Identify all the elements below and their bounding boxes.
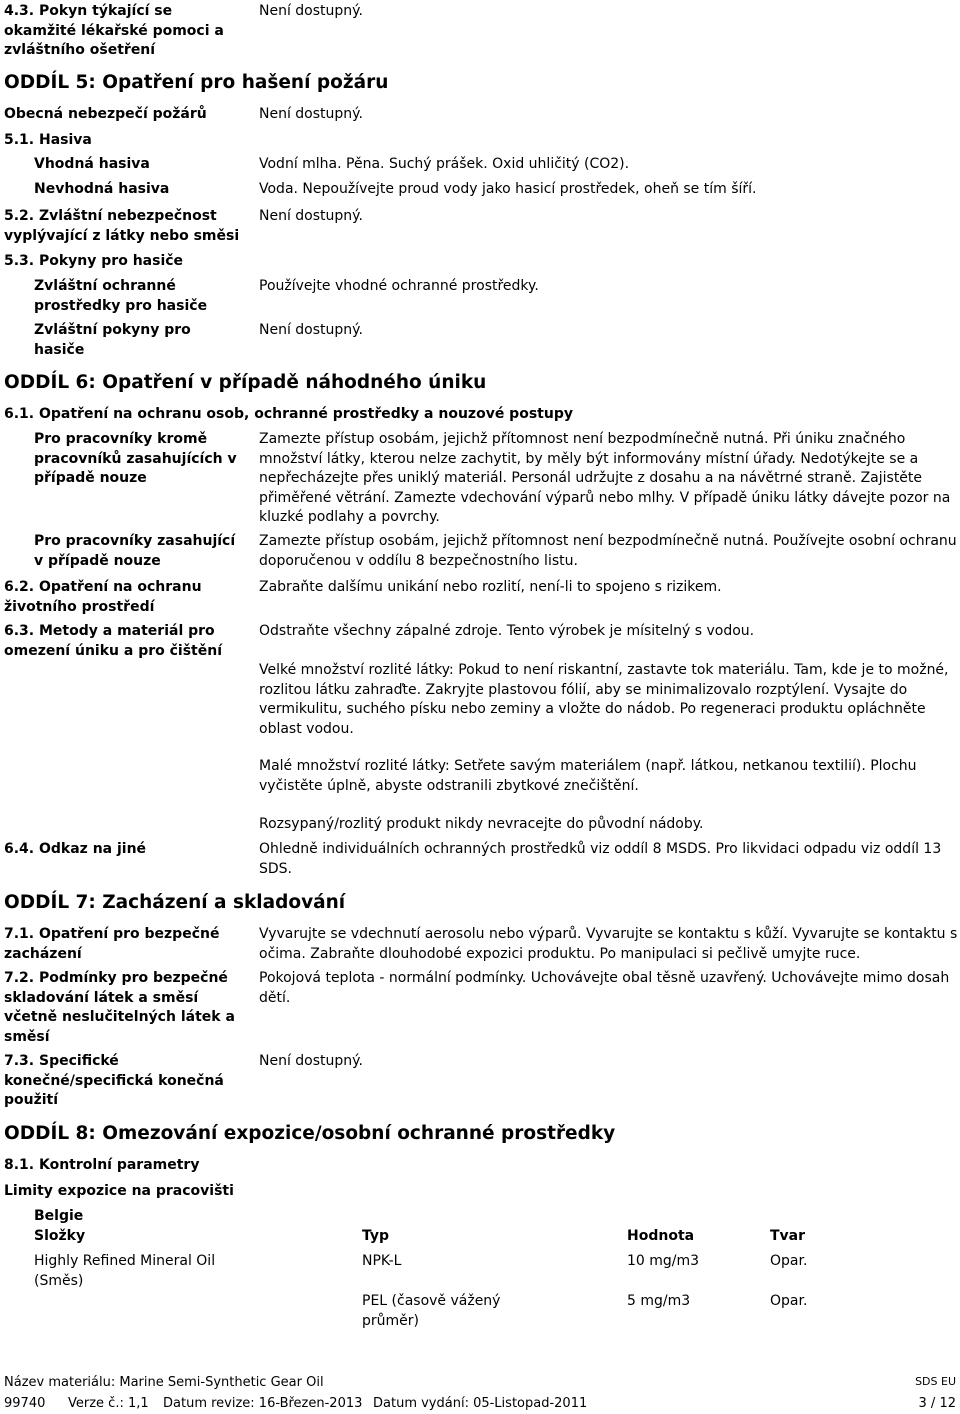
s43-value: Není dostupný. bbox=[259, 3, 363, 19]
general-hazards-value: Není dostupný. bbox=[259, 106, 363, 122]
instr-value: Není dostupný. bbox=[259, 322, 363, 338]
s63-value-2: Velké množství rozlité látky: Pokud to není riskantní, zastavte tok materiálu. Tam, kde je to možné, rozlitou látku zahraďte. Zakryjte plastovou fólií, aby se minimalizovalo rozptýlení. Vysajte do vermikulitu, suchého písku nebo zeminy a vložte do nádob. Po regeneraci produktu opláchněte oblast vodou. bbox=[259, 662, 949, 737]
s64-value: Ohledně individuálních ochranných prostředků viz oddíl 8 MSDS. Pro likvidaci odpadu viz oddíl 13 SDS. bbox=[259, 841, 942, 877]
footer-issue: Datum vydání: 05-Listopad-2011 bbox=[373, 1396, 588, 1411]
section-7-heading: ODDÍL 7: Zacházení a skladování bbox=[4, 892, 346, 913]
general-hazards-label: Obecná nebezpečí požárů bbox=[4, 106, 207, 122]
footer-code: 99740 bbox=[4, 1396, 46, 1411]
nonemerg-value: Zamezte přístup osobám, jejichž přítomnost není bezpodmínečně nutná. Při úniku značného množství látky, kterou nelze zachytit, by měly být informovány místní úřady. Nedotýkejte se a nepřecházejte přes uniklý materiál. Personál udržujte z dosahu a na návětrné straně. Zajistěte přiměřené větrání. Zamezte vdechování výparů nebo mlhy. V případě úniku látky dávejte pozor na kluzké podlahy a povrchy. bbox=[259, 431, 951, 525]
col-header-form: Tvar bbox=[770, 1228, 806, 1244]
unsuitable-media-label: Nevhodná hasiva bbox=[34, 181, 170, 197]
s52-label: 5.2. Zvláštní nebezpečnost vyplývající z látky nebo směsi bbox=[4, 208, 240, 244]
suitable-media-label: Vhodná hasiva bbox=[34, 156, 150, 172]
equip-label: Zvláštní ochranné prostředky pro hasiče bbox=[34, 278, 208, 314]
table-row-component: Highly Refined Mineral Oil (Směs) bbox=[34, 1253, 216, 1289]
suitable-media-value: Vodní mlha. Pěna. Suchý prášek. Oxid uhličitý (CO2). bbox=[259, 156, 630, 172]
limits-heading: Limity expozice na pracovišti bbox=[4, 1183, 234, 1199]
table-cell-value: 10 mg/m3 bbox=[627, 1253, 700, 1269]
s43-label: 4.3. Pokyn týkající se okamžité lékařské pomoci a zvláštního ošetření bbox=[4, 3, 224, 58]
emerg-value: Zamezte přístup osobám, jejichž přítomnost není bezpodmínečně nutná. Používejte osobní ochranu doporučenou v oddílu 8 bezpečnostního listu. bbox=[259, 533, 957, 569]
footer-version: Verze č.: 1,1 bbox=[68, 1396, 149, 1411]
unsuitable-media-value: Voda. Nepoužívejte proud vody jako hasicí prostředek, oheň se tím šíří. bbox=[259, 181, 757, 197]
col-header-type: Typ bbox=[362, 1228, 390, 1244]
footer-revision: Datum revize: 16-Březen-2013 bbox=[163, 1396, 363, 1411]
s81-heading: 8.1. Kontrolní parametry bbox=[4, 1157, 200, 1173]
s62-value: Zabraňte dalšímu unikání nebo rozlití, není-li to spojeno s rizikem. bbox=[259, 579, 722, 595]
instr-label: Zvláštní pokyny pro hasiče bbox=[34, 322, 191, 358]
s73-value: Není dostupný. bbox=[259, 1053, 363, 1069]
country-label: Belgie bbox=[34, 1208, 84, 1224]
s62-label: 6.2. Opatření na ochranu životního prostředí bbox=[4, 579, 202, 615]
s63-value-3: Malé množství rozlité látky: Setřete savým materiálem (např. látkou, netkanou textilií). Plochu vyčistěte úplně, abyste odstranili zbytkové znečištění. bbox=[259, 758, 917, 794]
s53-heading: 5.3. Pokyny pro hasiče bbox=[4, 253, 184, 269]
table-cell-value: 5 mg/m3 bbox=[627, 1293, 691, 1309]
s63-value-1: Odstraňte všechny zápalné zdroje. Tento výrobek je mísitelný s vodou. bbox=[259, 623, 755, 639]
section-5-heading: ODDÍL 5: Opatření pro hašení požáru bbox=[4, 72, 389, 93]
table-cell-form: Opar. bbox=[770, 1293, 808, 1309]
table-cell-type: PEL (časově vážený průměr) bbox=[362, 1293, 501, 1329]
footer-page-number: 3 / 12 bbox=[918, 1396, 956, 1411]
section-6-heading: ODDÍL 6: Opatření v případě náhodného úniku bbox=[4, 372, 487, 393]
s63-value-4: Rozsypaný/rozlitý produkt nikdy nevracejte do původní nádoby. bbox=[259, 816, 704, 832]
s71-value: Vyvarujte se vdechnutí aerosolu nebo výparů. Vyvarujte se kontaktu s kůží. Vyvarujte se kontaktu s očima. Zabraňte dlouhodobé expozici produktu. Po manipulaci si pečlivě umyjte ruce. bbox=[259, 926, 958, 962]
footer-product: Název materiálu: Marine Semi-Synthetic Gear Oil bbox=[4, 1375, 324, 1390]
nonemerg-label: Pro pracovníky kromě pracovníků zasahujících v případě nouze bbox=[34, 431, 237, 486]
s52-value: Není dostupný. bbox=[259, 208, 363, 224]
footer-sds-label: SDS EU bbox=[915, 1375, 956, 1388]
section-8-heading: ODDÍL 8: Omezování expozice/osobní ochranné prostředky bbox=[4, 1123, 616, 1144]
s61-heading: 6.1. Opatření na ochranu osob, ochranné prostředky a nouzové postupy bbox=[4, 406, 573, 422]
s51-heading: 5.1. Hasiva bbox=[4, 132, 92, 148]
emerg-label: Pro pracovníky zasahující v případě nouze bbox=[34, 533, 236, 569]
table-cell-form: Opar. bbox=[770, 1253, 808, 1269]
s72-value: Pokojová teplota - normální podmínky. Uchovávejte obal těsně uzavřený. Uchovávejte mimo dosah dětí. bbox=[259, 970, 950, 1006]
table-cell-type: NPK-L bbox=[362, 1253, 402, 1269]
col-header-components: Složky bbox=[34, 1228, 86, 1244]
s71-label: 7.1. Opatření pro bezpečné zacházení bbox=[4, 926, 220, 962]
col-header-value: Hodnota bbox=[627, 1228, 695, 1244]
s63-label: 6.3. Metody a materiál pro omezení úniku a pro čištění bbox=[4, 623, 222, 659]
s72-label: 7.2. Podmínky pro bezpečné skladování látek a směsí včetně neslučitelných látek a směsí bbox=[4, 970, 235, 1045]
s64-label: 6.4. Odkaz na jiné bbox=[4, 841, 147, 857]
equip-value: Používejte vhodné ochranné prostředky. bbox=[259, 278, 539, 294]
s73-label: 7.3. Specifické konečné/specifická konečná použití bbox=[4, 1053, 224, 1108]
